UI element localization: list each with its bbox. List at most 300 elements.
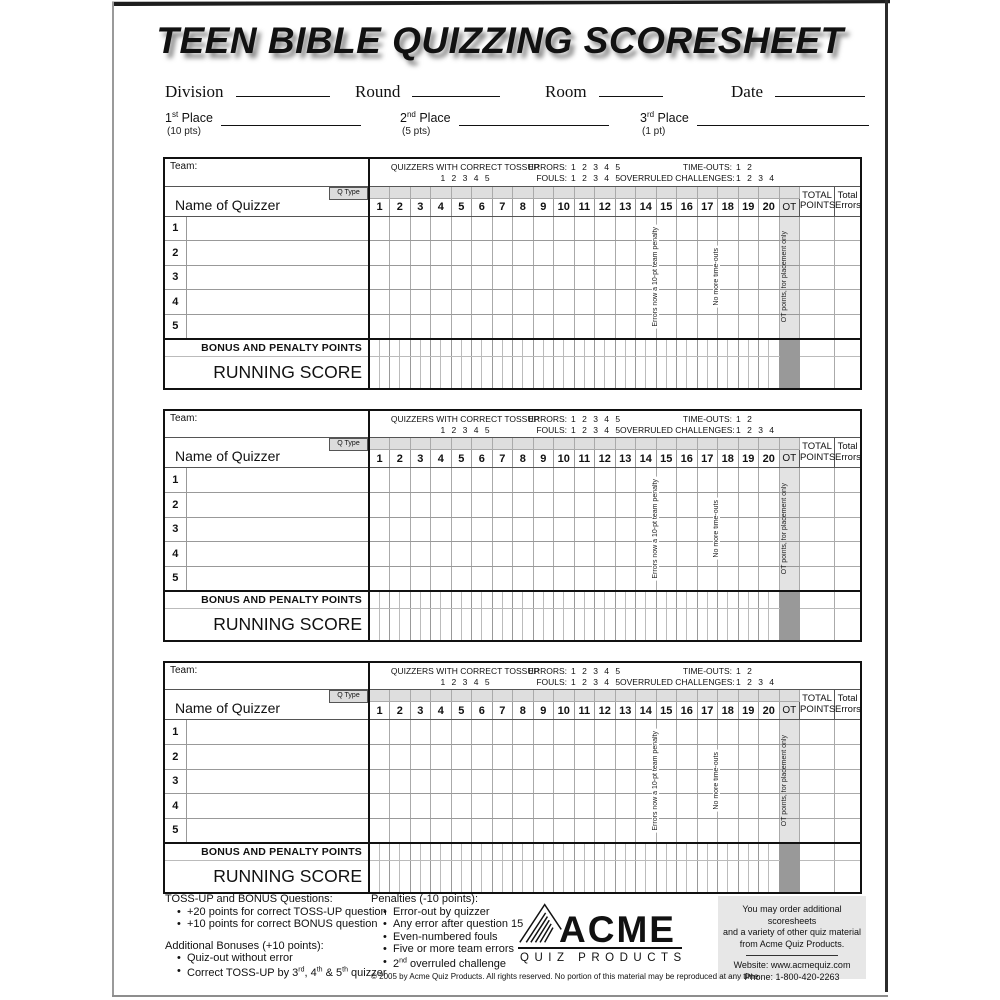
score-cell (369, 745, 390, 770)
score-cell (759, 745, 780, 770)
score-cell (451, 794, 472, 819)
score-cell (492, 769, 513, 794)
q-type-cell (451, 690, 472, 702)
bonus-penalty-cell (574, 591, 595, 609)
running-score-cell (615, 357, 636, 389)
quizzer-number: 3 (164, 769, 186, 794)
score-cell (615, 517, 636, 542)
errors-penalty-note: Errors now a 10-pt team penalty (651, 730, 659, 831)
total-points-cell (800, 468, 835, 493)
score-cell (513, 517, 534, 542)
running-score-cell (697, 357, 718, 389)
q-type-cell (492, 186, 513, 198)
bonus-penalty-cell (574, 843, 595, 861)
question-column-header: OT (779, 198, 800, 216)
score-table (163, 157, 862, 390)
running-score-cell (410, 357, 431, 389)
q-type-cell (574, 690, 595, 702)
score-cell (677, 818, 698, 843)
page-title: TEEN BIBLE QUIZZING SCORESHEET (156, 20, 844, 61)
score-cell (513, 314, 534, 339)
order-info-line: from Acme Quiz Products. (739, 938, 845, 949)
rule-item: • Quiz-out without error (165, 952, 387, 965)
bonus-penalty-cell (513, 591, 534, 609)
score-cell (574, 542, 595, 567)
quizzer-number: 4 (164, 794, 186, 819)
question-column-header: 18 (718, 198, 739, 216)
score-cell (369, 468, 390, 493)
score-cell (615, 216, 636, 241)
score-cell (431, 794, 452, 819)
score-cell (492, 493, 513, 518)
errors-fouls-tally: ERRORS: 1 2 3 4 5 FOULS: 1 2 3 4 5 (528, 162, 621, 183)
score-cell (595, 517, 616, 542)
score-cell (574, 720, 595, 745)
scan-left-edge (112, 2, 114, 996)
score-cell (431, 566, 452, 591)
question-column-header: 13 (615, 702, 636, 720)
quizzer-row (164, 542, 861, 567)
quizzer-number: 5 (164, 566, 186, 591)
place-field (400, 110, 609, 137)
bonus-penalty-cell (492, 843, 513, 861)
score-cell (595, 745, 616, 770)
q-type-cell (431, 690, 452, 702)
header-fields (0, 82, 1000, 106)
score-cell (451, 517, 472, 542)
score-cell (554, 517, 575, 542)
q-type-cell (595, 690, 616, 702)
score-cell (513, 542, 534, 567)
bonus-penalty-cell (431, 591, 452, 609)
bonus-penalty-cell (554, 591, 575, 609)
q-type-cell (574, 186, 595, 198)
total-points-cell (800, 241, 835, 266)
question-column-header: 9 (533, 702, 554, 720)
question-column-header: 17 (697, 198, 718, 216)
running-score-cell (492, 357, 513, 389)
place-points: (10 pts) (167, 126, 201, 138)
bonus-penalty-cell (779, 591, 800, 609)
question-column-header: OT (779, 702, 800, 720)
no-more-timeouts-note: No more time-outs (712, 247, 720, 306)
score-cell (554, 314, 575, 339)
question-column-header: OT (779, 450, 800, 468)
mountain-icon (518, 901, 564, 945)
question-column-header: 16 (677, 450, 698, 468)
question-column-header: 6 (472, 450, 493, 468)
quizzer-row (164, 314, 861, 339)
bonus-penalty-cell (636, 591, 657, 609)
score-cell (759, 542, 780, 567)
quizzer-name-cell (186, 468, 369, 493)
q-type-cell (656, 438, 677, 450)
running-score-cell (779, 861, 800, 893)
quizzer-number: 5 (164, 314, 186, 339)
q-type-cell (472, 438, 493, 450)
score-cell (759, 241, 780, 266)
score-cell (369, 769, 390, 794)
score-cell (472, 314, 493, 339)
q-type-cell (656, 690, 677, 702)
order-info-box (718, 896, 866, 982)
running-score-cell (636, 357, 657, 389)
rule-item: • Correct TOSS-UP by 3rd, 4th & 5th quizzer (165, 965, 387, 980)
q-type-cell (738, 186, 759, 198)
header-field (355, 82, 500, 102)
score-cell (431, 745, 452, 770)
score-cell (677, 314, 698, 339)
score-cell (431, 517, 452, 542)
q-type-cell (533, 438, 554, 450)
running-score-cell (554, 609, 575, 641)
penalties-heading: Penalties (-10 points): (371, 893, 478, 905)
score-cell (574, 241, 595, 266)
question-column-header: 12 (595, 702, 616, 720)
score-cell (390, 216, 411, 241)
q-type-cell (759, 690, 780, 702)
timeouts-challenges-tally: TIME-OUTS: 1 2 OVERRULED CHALLENGES: 1 2 3 4 (620, 665, 775, 687)
score-cell (595, 241, 616, 266)
place-field (165, 110, 361, 137)
acme-logo (518, 901, 687, 965)
q-type-cell (369, 438, 390, 450)
no-more-timeouts-note: No more time-outs (712, 751, 720, 810)
question-column-header: 7 (492, 702, 513, 720)
running-score-cell (718, 609, 739, 641)
q-type-cell (390, 438, 411, 450)
total-errors-cell (835, 265, 862, 290)
total-errors-cell (835, 794, 862, 819)
score-cell (410, 566, 431, 591)
rule-item: • Even-numbered fouls (371, 931, 523, 944)
quizzer-number: 4 (164, 290, 186, 315)
total-errors-header: Total Errors (835, 186, 862, 216)
bonus-penalty-cell (636, 339, 657, 357)
question-column-header: 11 (574, 450, 595, 468)
field-blank-line (599, 82, 663, 97)
phone-line: Phone: 1-800-420-2263 (744, 971, 840, 982)
total-points-cell (800, 745, 835, 770)
q-type-cell (718, 186, 739, 198)
score-cell (369, 566, 390, 591)
score-cell (595, 720, 616, 745)
score-cell (738, 542, 759, 567)
bonus-penalty-cell (574, 339, 595, 357)
score-cell (492, 241, 513, 266)
q-type-cell (738, 690, 759, 702)
running-score-label: RUNNING SCORE (164, 357, 369, 389)
order-info-line: You may order additional scoresheets (742, 904, 842, 926)
bonus-penalty-cell (369, 591, 390, 609)
ot-placement-note: OT points, for placement only (780, 230, 788, 323)
field-blank-line (775, 82, 865, 97)
quizzer-name-cell (186, 720, 369, 745)
running-score-cell (718, 357, 739, 389)
score-cell (369, 265, 390, 290)
tally-header (369, 662, 861, 690)
score-cell (615, 468, 636, 493)
score-cell (451, 818, 472, 843)
quizzer-number: 3 (164, 517, 186, 542)
q-type-cell (390, 690, 411, 702)
score-cell (390, 314, 411, 339)
quizzer-name-cell (186, 265, 369, 290)
score-cell (595, 216, 616, 241)
penalties-rules (371, 893, 523, 971)
score-cell (738, 745, 759, 770)
total-errors-header: Total Errors (835, 690, 862, 720)
running-score-cell (369, 861, 390, 893)
running-score-cell (533, 609, 554, 641)
score-cell (431, 290, 452, 315)
score-cell (574, 769, 595, 794)
question-column-header: 1 (369, 702, 390, 720)
q-type-cell (451, 438, 472, 450)
score-cell (431, 265, 452, 290)
q-type-box: Q Type (329, 438, 368, 451)
score-cell (369, 493, 390, 518)
q-type-cell (759, 186, 780, 198)
bonus-penalty-cell (697, 591, 718, 609)
score-cell (615, 493, 636, 518)
question-column-header: 2 (390, 450, 411, 468)
score-cell (615, 818, 636, 843)
bonus-total-errors-cell (835, 843, 862, 861)
score-cell (533, 769, 554, 794)
quizzer-row (164, 720, 861, 745)
score-cell (677, 745, 698, 770)
question-column-header: 10 (554, 450, 575, 468)
q-type-cell (697, 186, 718, 198)
quizzer-name-cell (186, 566, 369, 591)
score-cell (492, 745, 513, 770)
score-cell (738, 794, 759, 819)
quizzer-name-cell (186, 216, 369, 241)
total-points-cell (800, 818, 835, 843)
total-points-cell (800, 290, 835, 315)
q-type-cell (615, 690, 636, 702)
running-score-cell (615, 861, 636, 893)
quizzer-name-cell (186, 290, 369, 315)
place-blank-line (459, 110, 609, 126)
score-cell (533, 265, 554, 290)
running-score-cell (533, 357, 554, 389)
question-column-header: 19 (738, 450, 759, 468)
field-label: Division (165, 82, 224, 101)
bonus-penalty-cell (718, 843, 739, 861)
score-cell (369, 216, 390, 241)
question-column-header: 7 (492, 450, 513, 468)
running-score-cell (513, 609, 534, 641)
placement-row (0, 110, 1000, 140)
bonus-penalty-cell (656, 339, 677, 357)
quizzer-name-cell (186, 517, 369, 542)
score-cell (369, 241, 390, 266)
running-score-cell (410, 609, 431, 641)
question-column-header: 14 (636, 702, 657, 720)
rule-item: • 2nd overruled challenge (371, 956, 523, 971)
score-cell (595, 818, 616, 843)
score-cell (533, 517, 554, 542)
score-cell (533, 241, 554, 266)
score-cell (554, 241, 575, 266)
running-score-cell (431, 861, 452, 893)
score-cell (554, 720, 575, 745)
running-score-cell (554, 357, 575, 389)
total-errors-cell (835, 542, 862, 567)
score-cell (472, 241, 493, 266)
question-column-header: 12 (595, 450, 616, 468)
question-column-header: 20 (759, 702, 780, 720)
score-tables (163, 157, 862, 913)
score-cell (513, 769, 534, 794)
rule-item: • +10 points for correct BONUS question (165, 918, 387, 931)
place-points: (1 pt) (642, 126, 666, 138)
running-score-cell (677, 861, 698, 893)
quizzer-row (164, 517, 861, 542)
score-cell (595, 769, 616, 794)
bonus-penalty-cell (410, 843, 431, 861)
running-score-label: RUNNING SCORE (164, 861, 369, 893)
score-cell (574, 493, 595, 518)
quizzer-row (164, 468, 861, 493)
score-cell (554, 745, 575, 770)
score-cell (533, 566, 554, 591)
score-cell (574, 314, 595, 339)
place-label: 2nd Place (400, 110, 451, 126)
score-cell (390, 290, 411, 315)
score-cell (759, 493, 780, 518)
quizzer-row (164, 241, 861, 266)
place-label: 1st Place (165, 110, 213, 126)
total-errors-header: Total Errors (835, 438, 862, 468)
question-column-header: 13 (615, 450, 636, 468)
score-cell (369, 542, 390, 567)
question-column-header: 13 (615, 198, 636, 216)
field-label: Round (355, 82, 401, 101)
q-type-cell (779, 438, 800, 450)
score-cell (533, 468, 554, 493)
score-cell (451, 745, 472, 770)
total-errors-cell (835, 720, 862, 745)
bonus-total-points-cell (800, 339, 835, 357)
score-cell (472, 216, 493, 241)
score-cell (615, 794, 636, 819)
score-cell (615, 290, 636, 315)
bonus-penalty-label: BONUS AND PENALTY POINTS (164, 591, 369, 609)
score-cell (554, 290, 575, 315)
score-cell (759, 794, 780, 819)
running-score-cell (636, 861, 657, 893)
quizzer-number: 3 (164, 265, 186, 290)
score-cell (677, 493, 698, 518)
score-cell (390, 818, 411, 843)
bonus-penalty-cell (390, 339, 411, 357)
running-score-cell (574, 861, 595, 893)
score-cell (451, 314, 472, 339)
score-cell (533, 745, 554, 770)
q-type-cell (779, 186, 800, 198)
score-cell (759, 720, 780, 745)
score-cell (472, 468, 493, 493)
score-cell (759, 566, 780, 591)
score-cell (574, 290, 595, 315)
quizzer-row (164, 745, 861, 770)
q-type-cell (595, 438, 616, 450)
score-cell (677, 216, 698, 241)
score-cell (554, 265, 575, 290)
quizzer-number: 4 (164, 542, 186, 567)
quizzer-number: 1 (164, 720, 186, 745)
ot-placement-note: OT points, for placement only (780, 482, 788, 575)
running-score-cell (636, 609, 657, 641)
q-type-cell (615, 186, 636, 198)
score-cell (492, 818, 513, 843)
score-cell (554, 566, 575, 591)
score-cell (431, 542, 452, 567)
place-field (640, 110, 869, 137)
score-cell (492, 720, 513, 745)
score-cell (410, 216, 431, 241)
acme-wordmark: ACME (559, 908, 676, 950)
ot-placement-note: OT points, for placement only (780, 734, 788, 827)
header-field (731, 82, 865, 102)
tossup-tally: QUIZZERS WITH CORRECT TOSSUP 1 2 3 4 5 (390, 665, 540, 687)
score-cell (369, 314, 390, 339)
errors-penalty-note: Errors now a 10-pt team penalty (651, 478, 659, 579)
running-score-cell (677, 609, 698, 641)
bonus-penalty-cell (759, 591, 780, 609)
running-score-cell (779, 357, 800, 389)
score-cell (677, 265, 698, 290)
bonus-penalty-label: BONUS AND PENALTY POINTS (164, 843, 369, 861)
place-blank-line (221, 110, 361, 126)
score-cell (513, 216, 534, 241)
q-type-cell (697, 438, 718, 450)
running-score-cell (451, 357, 472, 389)
score-cell (574, 468, 595, 493)
running-total-errors-cell (835, 609, 862, 641)
question-column-header: 7 (492, 198, 513, 216)
running-score-label: RUNNING SCORE (164, 609, 369, 641)
running-score-cell (513, 861, 534, 893)
running-score-cell (656, 861, 677, 893)
quiz-products-wordmark: QUIZ PRODUCTS (520, 952, 687, 964)
question-column-header: 1 (369, 450, 390, 468)
total-errors-cell (835, 216, 862, 241)
q-type-cell (595, 186, 616, 198)
running-score-cell (656, 609, 677, 641)
score-cell (759, 818, 780, 843)
bonus-total-points-cell (800, 843, 835, 861)
score-cell (390, 566, 411, 591)
question-column-header: 4 (431, 450, 452, 468)
q-type-cell (615, 438, 636, 450)
score-cell (410, 794, 431, 819)
bonus-penalty-cell (759, 843, 780, 861)
score-cell (390, 720, 411, 745)
q-type-cell (513, 438, 534, 450)
running-total-points-cell (800, 357, 835, 389)
total-points-header: TOTAL POINTS (800, 438, 835, 468)
running-score-cell (472, 357, 493, 389)
score-cell (390, 745, 411, 770)
additional-bonuses-heading: Additional Bonuses (+10 points): (165, 939, 324, 952)
total-points-header: TOTAL POINTS (800, 690, 835, 720)
running-total-points-cell (800, 609, 835, 641)
running-score-cell (533, 861, 554, 893)
